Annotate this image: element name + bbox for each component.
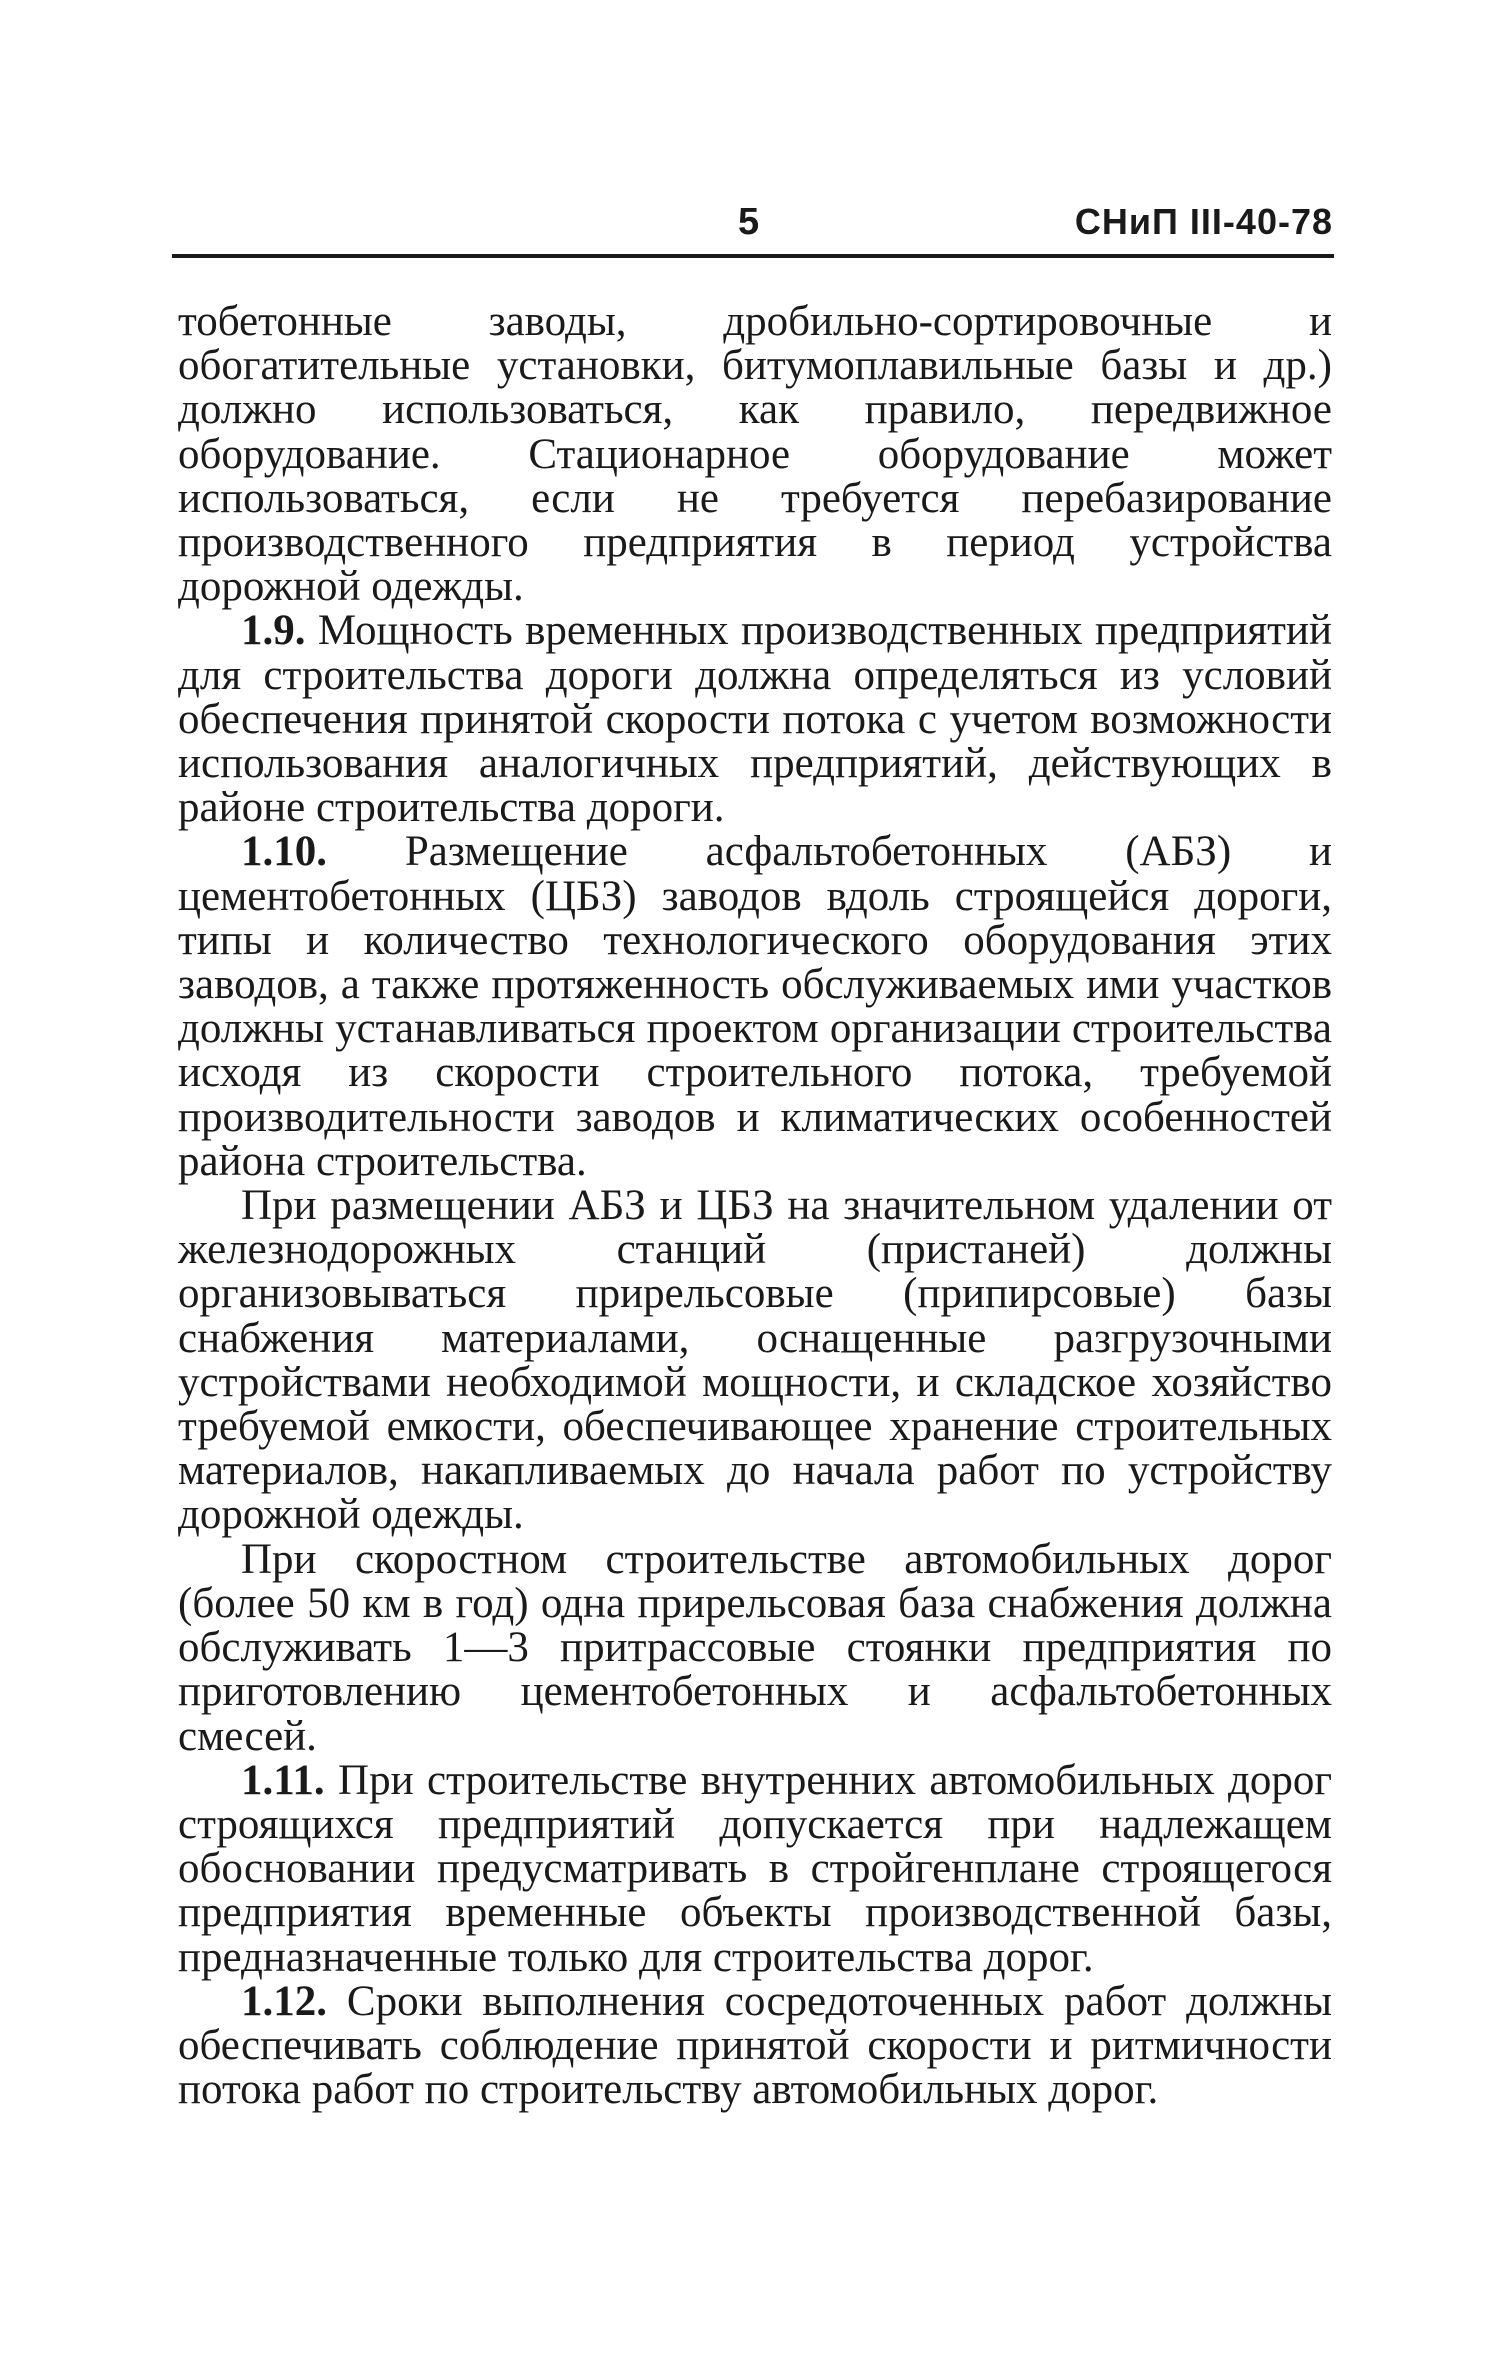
paragraph-1-11 — [178, 1756, 1332, 1981]
page-header — [175, 198, 1333, 246]
paragraph-abz-placement — [178, 1184, 1332, 1538]
paragraph-1-9 — [178, 609, 1332, 830]
clause-number: 1.10. — [241, 828, 327, 876]
paragraph-text: Размещение асфальтобетонных (АБЗ) и цементобетонных (ЦБЗ) заводов вдоль строящейся дороги, типы и количество технологического оборудования этих заводов, а также протяженность обслуживаемых ими участков должны устанавливаться проектом организации строительства исходя из скорости строительного потока, требуемой производительности заводов и климатических особенностей района строительства. — [178, 828, 1332, 1185]
clause-number: 1.12. — [241, 1977, 327, 2025]
paragraph-1-10 — [178, 830, 1332, 1184]
paragraph-text: При размещении АБЗ и ЦБЗ на значительном удалении от железнодорожных станций (пристаней) должны организовываться прирельсовые (припирсовые) базы снабжения материалами, оснащенные разгрузочными устройствами необходимой мощности, и складское хозяйство требуемой емкости, обеспечивающее хранение строительных материалов, накапливаемых до начала работ по устройству дорожной одежды. — [178, 1182, 1332, 1539]
header-rule — [172, 254, 1334, 258]
clause-number: 1.11. — [241, 1756, 325, 1804]
paragraph-speed-construction — [178, 1535, 1332, 1760]
paragraph-continuation — [178, 300, 1332, 609]
paragraph-text: При строительстве внутренних автомобильных дорог строящихся предприятий допускается при надлежащем обосновании предусматривать в стройгенплане строящегося предприятия временные объекты производственной базы, предназначенные только для строительства дорог. — [178, 1756, 1332, 1981]
paragraph-text: Мощность временных производственных предприятий для строительства дороги должна определяться из условий обеспечения принятой скорости потока с учетом возможности использования аналогичных предприятий, действующих в районе строительства дороги. — [178, 607, 1332, 832]
document-code: СНиП III-40-78 — [1074, 201, 1333, 242]
paragraph-text: Сроки выполнения сосредоточенных работ должны обеспечивать соблюдение принятой скорости и ритмичности потока работ по строительству автомобильных дорог. — [178, 1977, 1332, 2114]
paragraph-text: тобетонные заводы, дробильно-сортировочные и обогатительные установки, битумоплавильные базы и др.) должно использоваться, как правило, передвижное оборудование. Стационарное оборудование может использоваться, если не требуется перебазирование производственного предприятия в период устройства дорожной одежды. — [178, 298, 1332, 611]
body-text — [178, 300, 1332, 2112]
page-number: 5 — [738, 201, 760, 243]
clause-number: 1.9. — [241, 607, 306, 655]
paragraph-1-12 — [178, 1977, 1332, 2114]
paragraph-text: При скоростном строительстве автомобильных дорог (более 50 км в год) одна прирельсовая база снабжения должна обслуживать 1—3 притрассовые стоянки предприятия по приготовлению цементобетонных и асфальтобетонных смесей. — [178, 1535, 1332, 1760]
